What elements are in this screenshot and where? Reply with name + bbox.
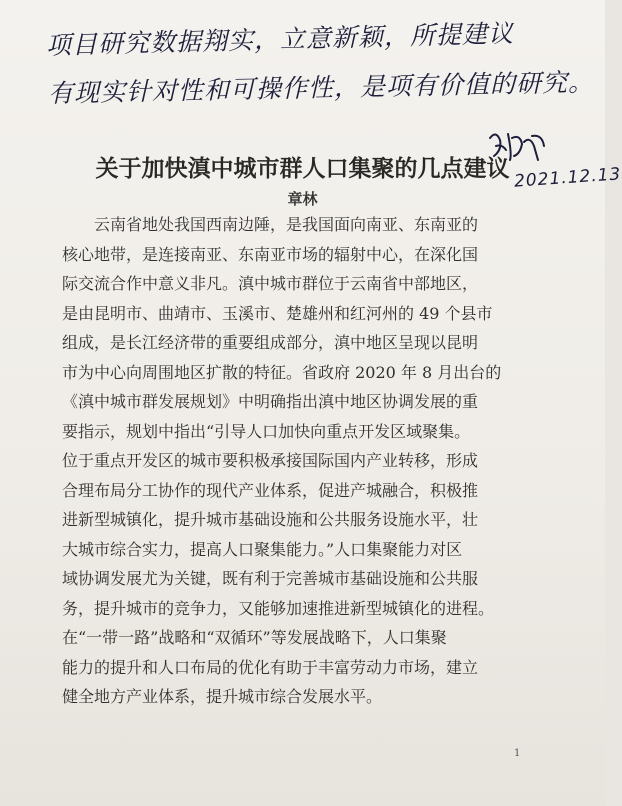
handwritten-date: 2021.12.13 <box>513 164 622 192</box>
page-number: 1 <box>514 748 521 759</box>
body-line: 大城市综合实力，提高人口聚集能力。”人口集聚能力对区 <box>62 539 463 559</box>
body-line: 核心地带，是连接南亚、东南亚市场的辐射中心，在深化国 <box>62 244 479 264</box>
document-author: 章林 <box>287 190 318 208</box>
handwritten-comment-line-2: 有现实针对性和可操作性，是项有价值的研究。 <box>47 67 595 108</box>
body-line: 在“一带一路”战略和“双循环”等发展战略下，人口集聚 <box>62 628 447 647</box>
body-line: 组成，是长江经济带的重要组成部分，滇中地区呈现以昆明 <box>62 333 479 352</box>
body-line: 际交流合作中意义非凡。滇中城市群位于云南省中部地区， <box>62 274 479 293</box>
body-line: 域协调发展尤为关键，既有利于完善城市基础设施和公共服 <box>62 569 479 588</box>
body-line: 务，提升城市的竞争力，又能够加速推进新型城镇化的进程。 <box>62 598 495 618</box>
body-line: 是由昆明市、曲靖市、玉溪市、楚雄州和红河州的 49 个县市 <box>62 303 493 323</box>
document-body <box>62 210 532 712</box>
document-title: 关于加快滇中城市群人口集聚的几点建议 <box>95 156 510 182</box>
handwritten-comment-line-1: 项目研究数据翔实，立意新颖，所提建议 <box>45 18 515 60</box>
body-line: 健全地方产业体系，提升城市综合发展水平。 <box>62 687 383 706</box>
body-line: 云南省地处我国西南边陲，是我国面向南亚、东南亚的 <box>62 215 479 234</box>
body-line: 市为中心向周围地区扩散的特征。省政府 2020 年 8 月出台的 <box>62 362 502 382</box>
body-line: 进新型城镇化，提升城市基础设施和公共服务设施水平，壮 <box>62 510 479 529</box>
body-line: 位于重点开发区的城市要积极承接国际国内产业转移，形成 <box>62 451 479 470</box>
body-line: 能力的提升和人口布局的优化有助于丰富劳动力市场，建立 <box>62 657 479 677</box>
body-line: 要指示，规划中指出“引导人口加快向重点开发区域聚集。 <box>62 421 471 441</box>
body-line: 合理布局分工协作的现代产业体系，促进产城融合，积极推 <box>62 480 479 500</box>
body-line: 《滇中城市群发展规划》中明确指出滇中地区协调发展的重 <box>62 392 479 411</box>
